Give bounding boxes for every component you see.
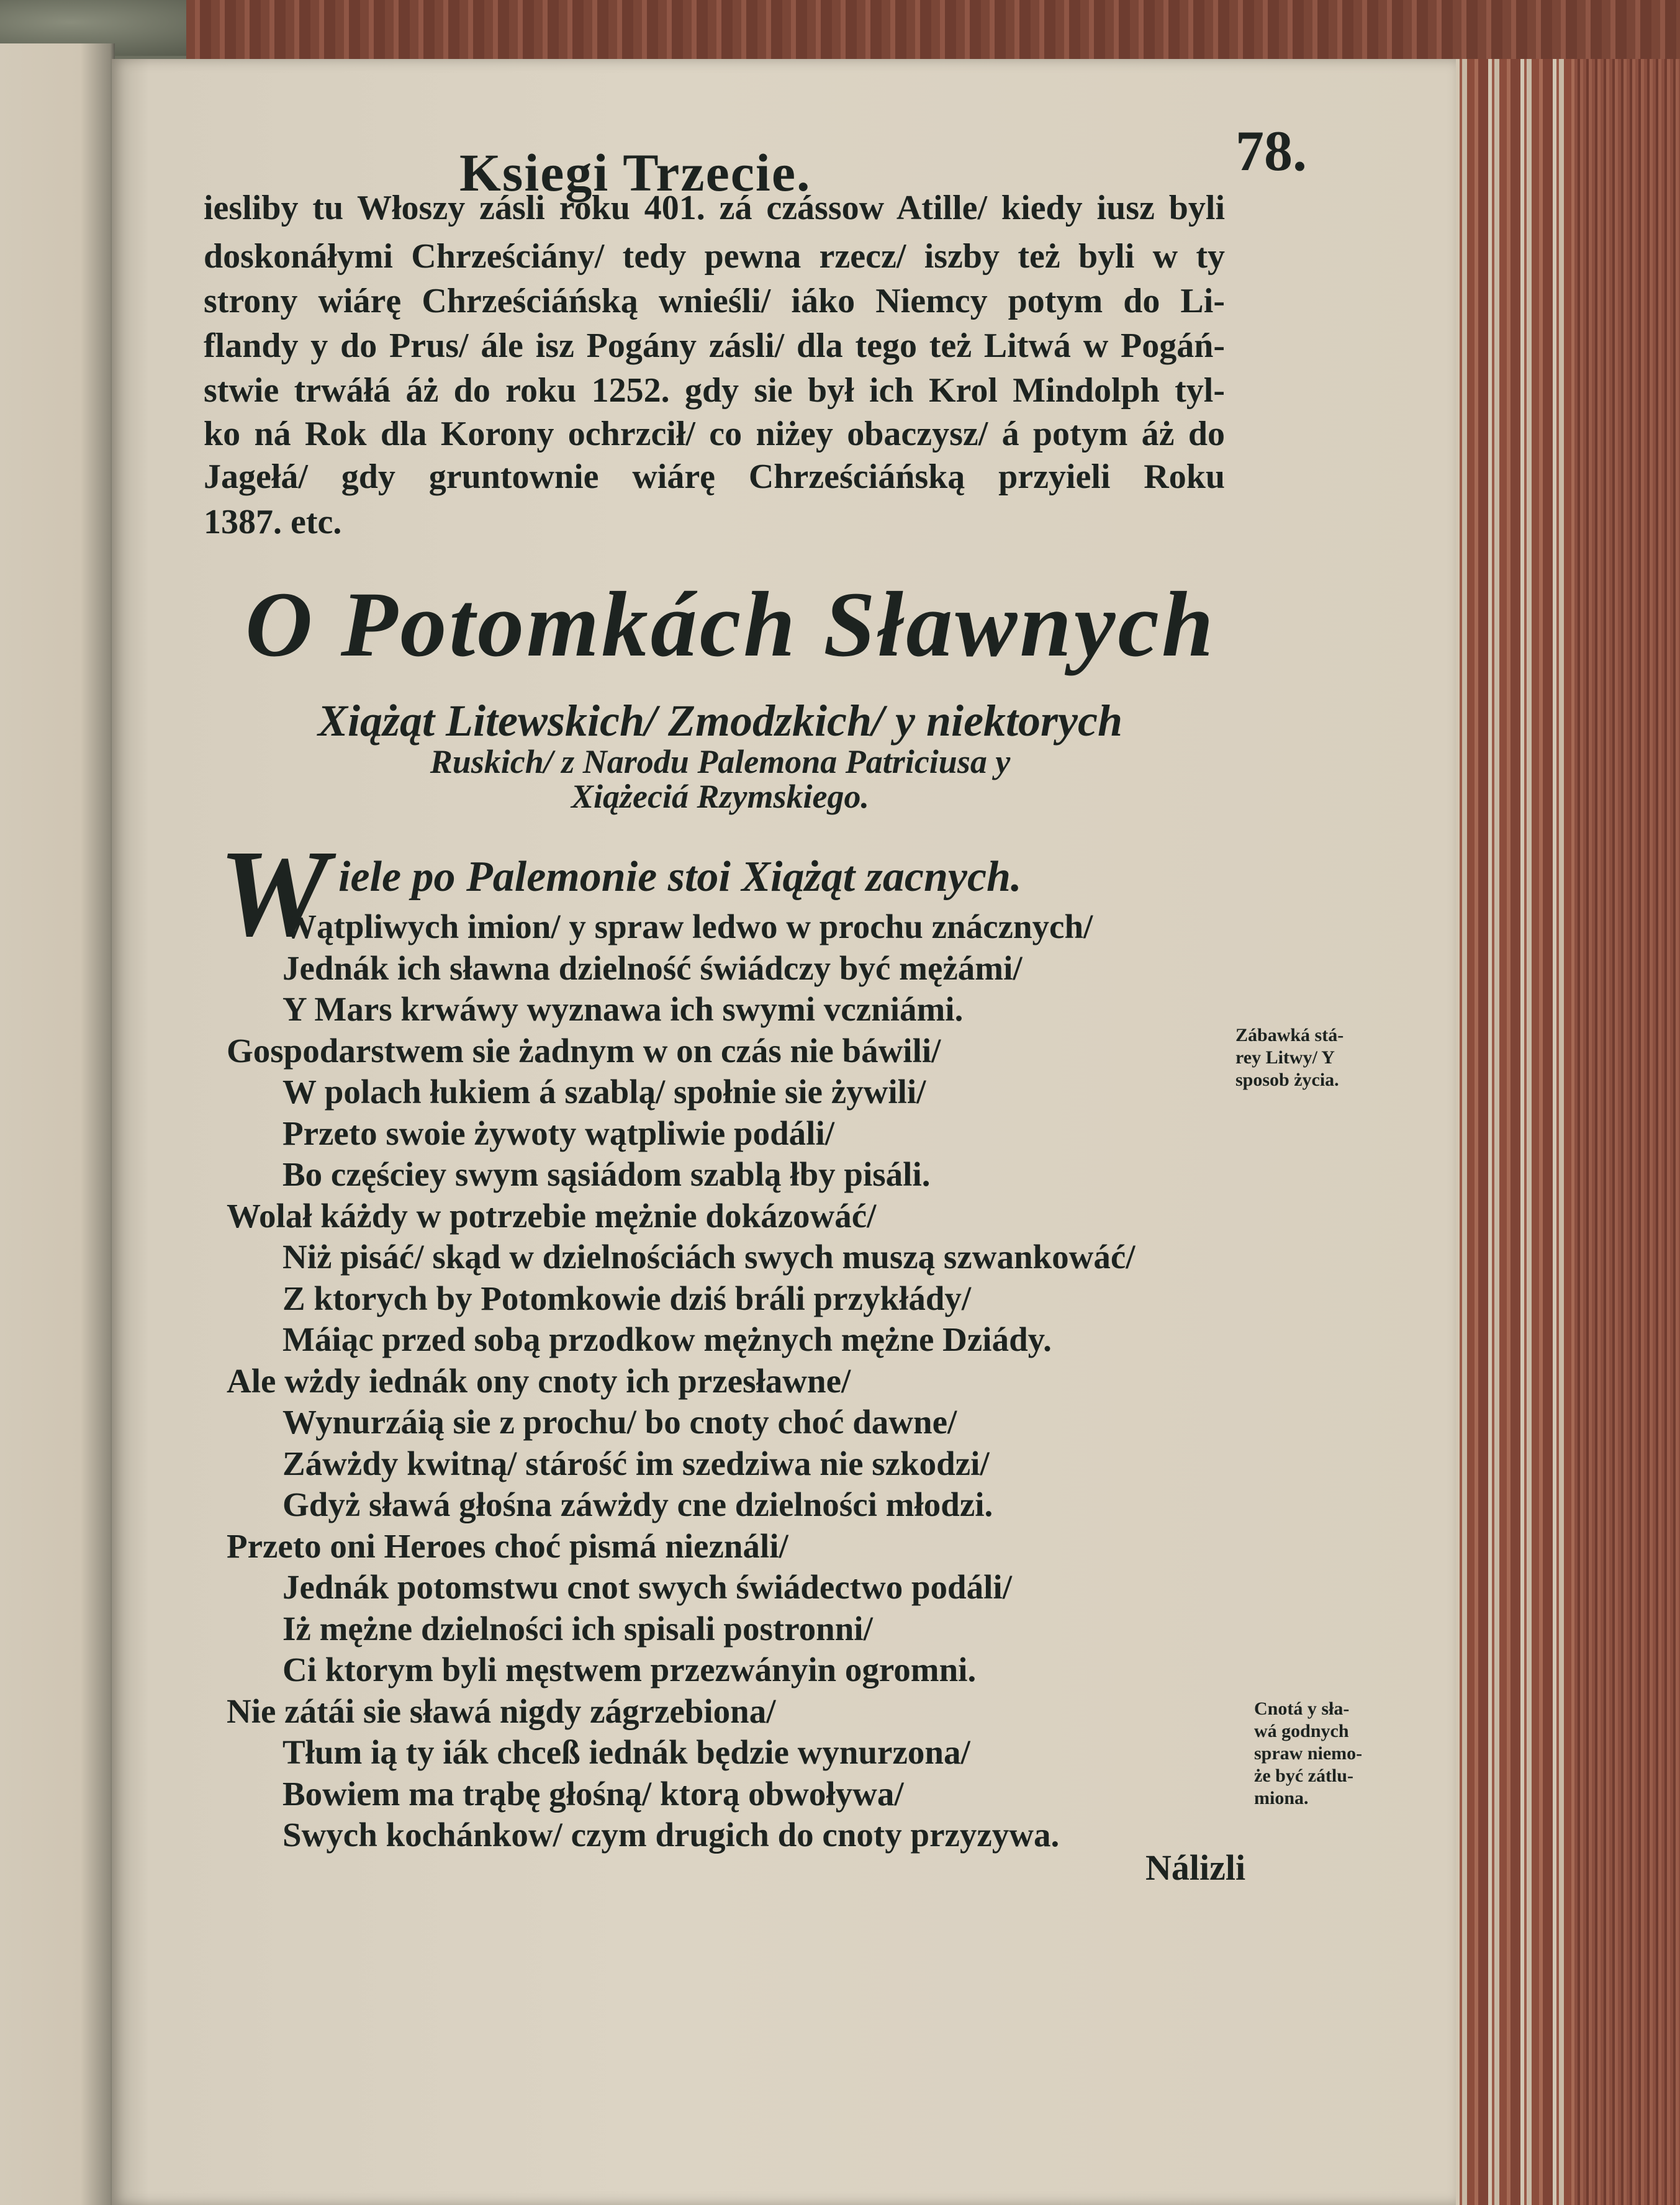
poem-line: Záwżdy kwitną/ stárość im szedziwa nie szkodzi/ bbox=[282, 1445, 990, 1482]
poem-line: W polach łukiem á szablą/ społnie sie żywili/ bbox=[282, 1073, 926, 1111]
poem-line: Przeto oni Heroes choć pismá nieználi/ bbox=[227, 1527, 788, 1565]
page-number: 78. bbox=[1235, 119, 1307, 183]
prose-line: doskonáłymi Chrześciány/ tedy pewna rzecz/ iszby też byli w ty bbox=[204, 237, 1225, 276]
poem-line: Nie zátái sie sławá nigdy zágrzebiona/ bbox=[227, 1692, 776, 1730]
catchword: Nálizli bbox=[1145, 1847, 1246, 1888]
page-edges bbox=[1456, 59, 1680, 2205]
prose-line: ko ná Rok dla Korony ochrzcił/ co niżey obaczysz/ á potym áż do bbox=[204, 415, 1225, 453]
poem-line: Jednák ich sławna dzielność świádczy być mężámi/ bbox=[282, 949, 1023, 987]
margin-note-line: sposob życia. bbox=[1235, 1070, 1339, 1090]
margin-note-line: rey Litwy/ Y bbox=[1235, 1047, 1335, 1068]
poem-line: Wolał káżdy w potrzebie mężnie dokázowáć/ bbox=[227, 1197, 877, 1235]
poem-line: Niż pisáć/ skąd w dzielnościách swych muszą szwankowáć/ bbox=[282, 1238, 1136, 1276]
prose-line: 1387. etc. bbox=[204, 503, 342, 541]
margin-note-line: miona. bbox=[1254, 1788, 1309, 1808]
poem-line: Przeto swoie żywoty wątpliwie podáli/ bbox=[282, 1114, 835, 1152]
prose-line: iesliby tu Włoszy zásli roku 401. zá czássow Atille/ kiedy iusz byli bbox=[204, 189, 1225, 227]
drop-cap: W bbox=[219, 825, 329, 962]
poem-line: iele po Palemonie stoi Xiążąt zacnych. bbox=[338, 853, 1022, 901]
running-head: Ksiegi Trzecie. bbox=[459, 143, 811, 202]
poem-line: Máiąc przed sobą przodkow mężnych mężne Dziády. bbox=[282, 1320, 1052, 1358]
margin-note-line: Cnotá y sła- bbox=[1254, 1698, 1350, 1719]
poem-line: Y Mars krwáwy wyznawa ich swymi vczniámi. bbox=[282, 990, 964, 1028]
poem-line: Bowiem ma trąbę głośną/ ktorą obwoływa/ bbox=[282, 1775, 904, 1813]
prose-line: stwie trwáłá áż do roku 1252. gdy sie był ich Krol Mindolph tyl- bbox=[204, 371, 1225, 410]
section-subtitle: Ruskich/ z Narodu Palemona Patriciusa y bbox=[430, 743, 1011, 780]
poem-line: Wynurzáią sie z prochu/ bo cnoty choć dawne/ bbox=[282, 1403, 957, 1441]
margin-note-line: wá godnych bbox=[1254, 1721, 1349, 1741]
left-page-strip bbox=[0, 43, 115, 2205]
poem-line: Iż mężne dzielności ich spisali postronni/ bbox=[282, 1610, 873, 1648]
poem-line: Tłum ią ty iák chceß iednák będzie wynurzona/ bbox=[282, 1733, 970, 1771]
margin-note-line: Zábawká stá- bbox=[1235, 1025, 1344, 1045]
poem-line: Ci ktorym byli męstwem przezwányin ogromni. bbox=[282, 1651, 977, 1689]
prose-line: strony wiárę Chrześciáńską wnieśli/ iáko Niemcy potym do Li- bbox=[204, 282, 1225, 320]
prose-line: flandy y do Prus/ ále isz Pogány zásli/ dla tego też Litwá w Pogáń- bbox=[204, 327, 1225, 365]
margin-note-line: że być zátlu- bbox=[1254, 1765, 1353, 1786]
section-subtitle: Xiążąt Litewskich/ Zmodzkich/ y niektorych bbox=[318, 696, 1122, 746]
book-top-edge bbox=[186, 0, 1680, 62]
poem-line: Z ktorych by Potomkowie dziś bráli przykłády/ bbox=[282, 1279, 972, 1317]
section-subtitle: Xiążeciá Rzymskiego. bbox=[571, 778, 869, 815]
poem-line: Ale wżdy iednák ony cnoty ich przesławne/ bbox=[227, 1362, 851, 1400]
poem-line: Gospodarstwem sie żadnym w on czás nie báwili/ bbox=[227, 1032, 941, 1070]
poem-line: Wątpliwych imion/ y spraw ledwo w prochu znácznych/ bbox=[282, 908, 1093, 945]
margin-note-line: spraw niemo- bbox=[1254, 1743, 1363, 1764]
prose-line: Jagełá/ gdy gruntownie wiárę Chrześciáńską przyieli Roku bbox=[204, 458, 1225, 496]
margin-note bbox=[1235, 1024, 1344, 1091]
margin-note bbox=[1254, 1698, 1362, 1810]
poem-line: Gdyż sławá głośna záwżdy cne dzielności młodzi. bbox=[282, 1486, 993, 1523]
section-title: O Potomkách Sławnych bbox=[245, 573, 1216, 676]
poem-line: Swych kochánkow/ czym drugich do cnoty przyzywa. bbox=[282, 1816, 1060, 1854]
poem-line: Jednák potomstwu cnot swych świádectwo podáli/ bbox=[282, 1568, 1012, 1606]
poem-line: Bo częściey swym sąsiádom szablą łby pisáli. bbox=[282, 1155, 931, 1193]
